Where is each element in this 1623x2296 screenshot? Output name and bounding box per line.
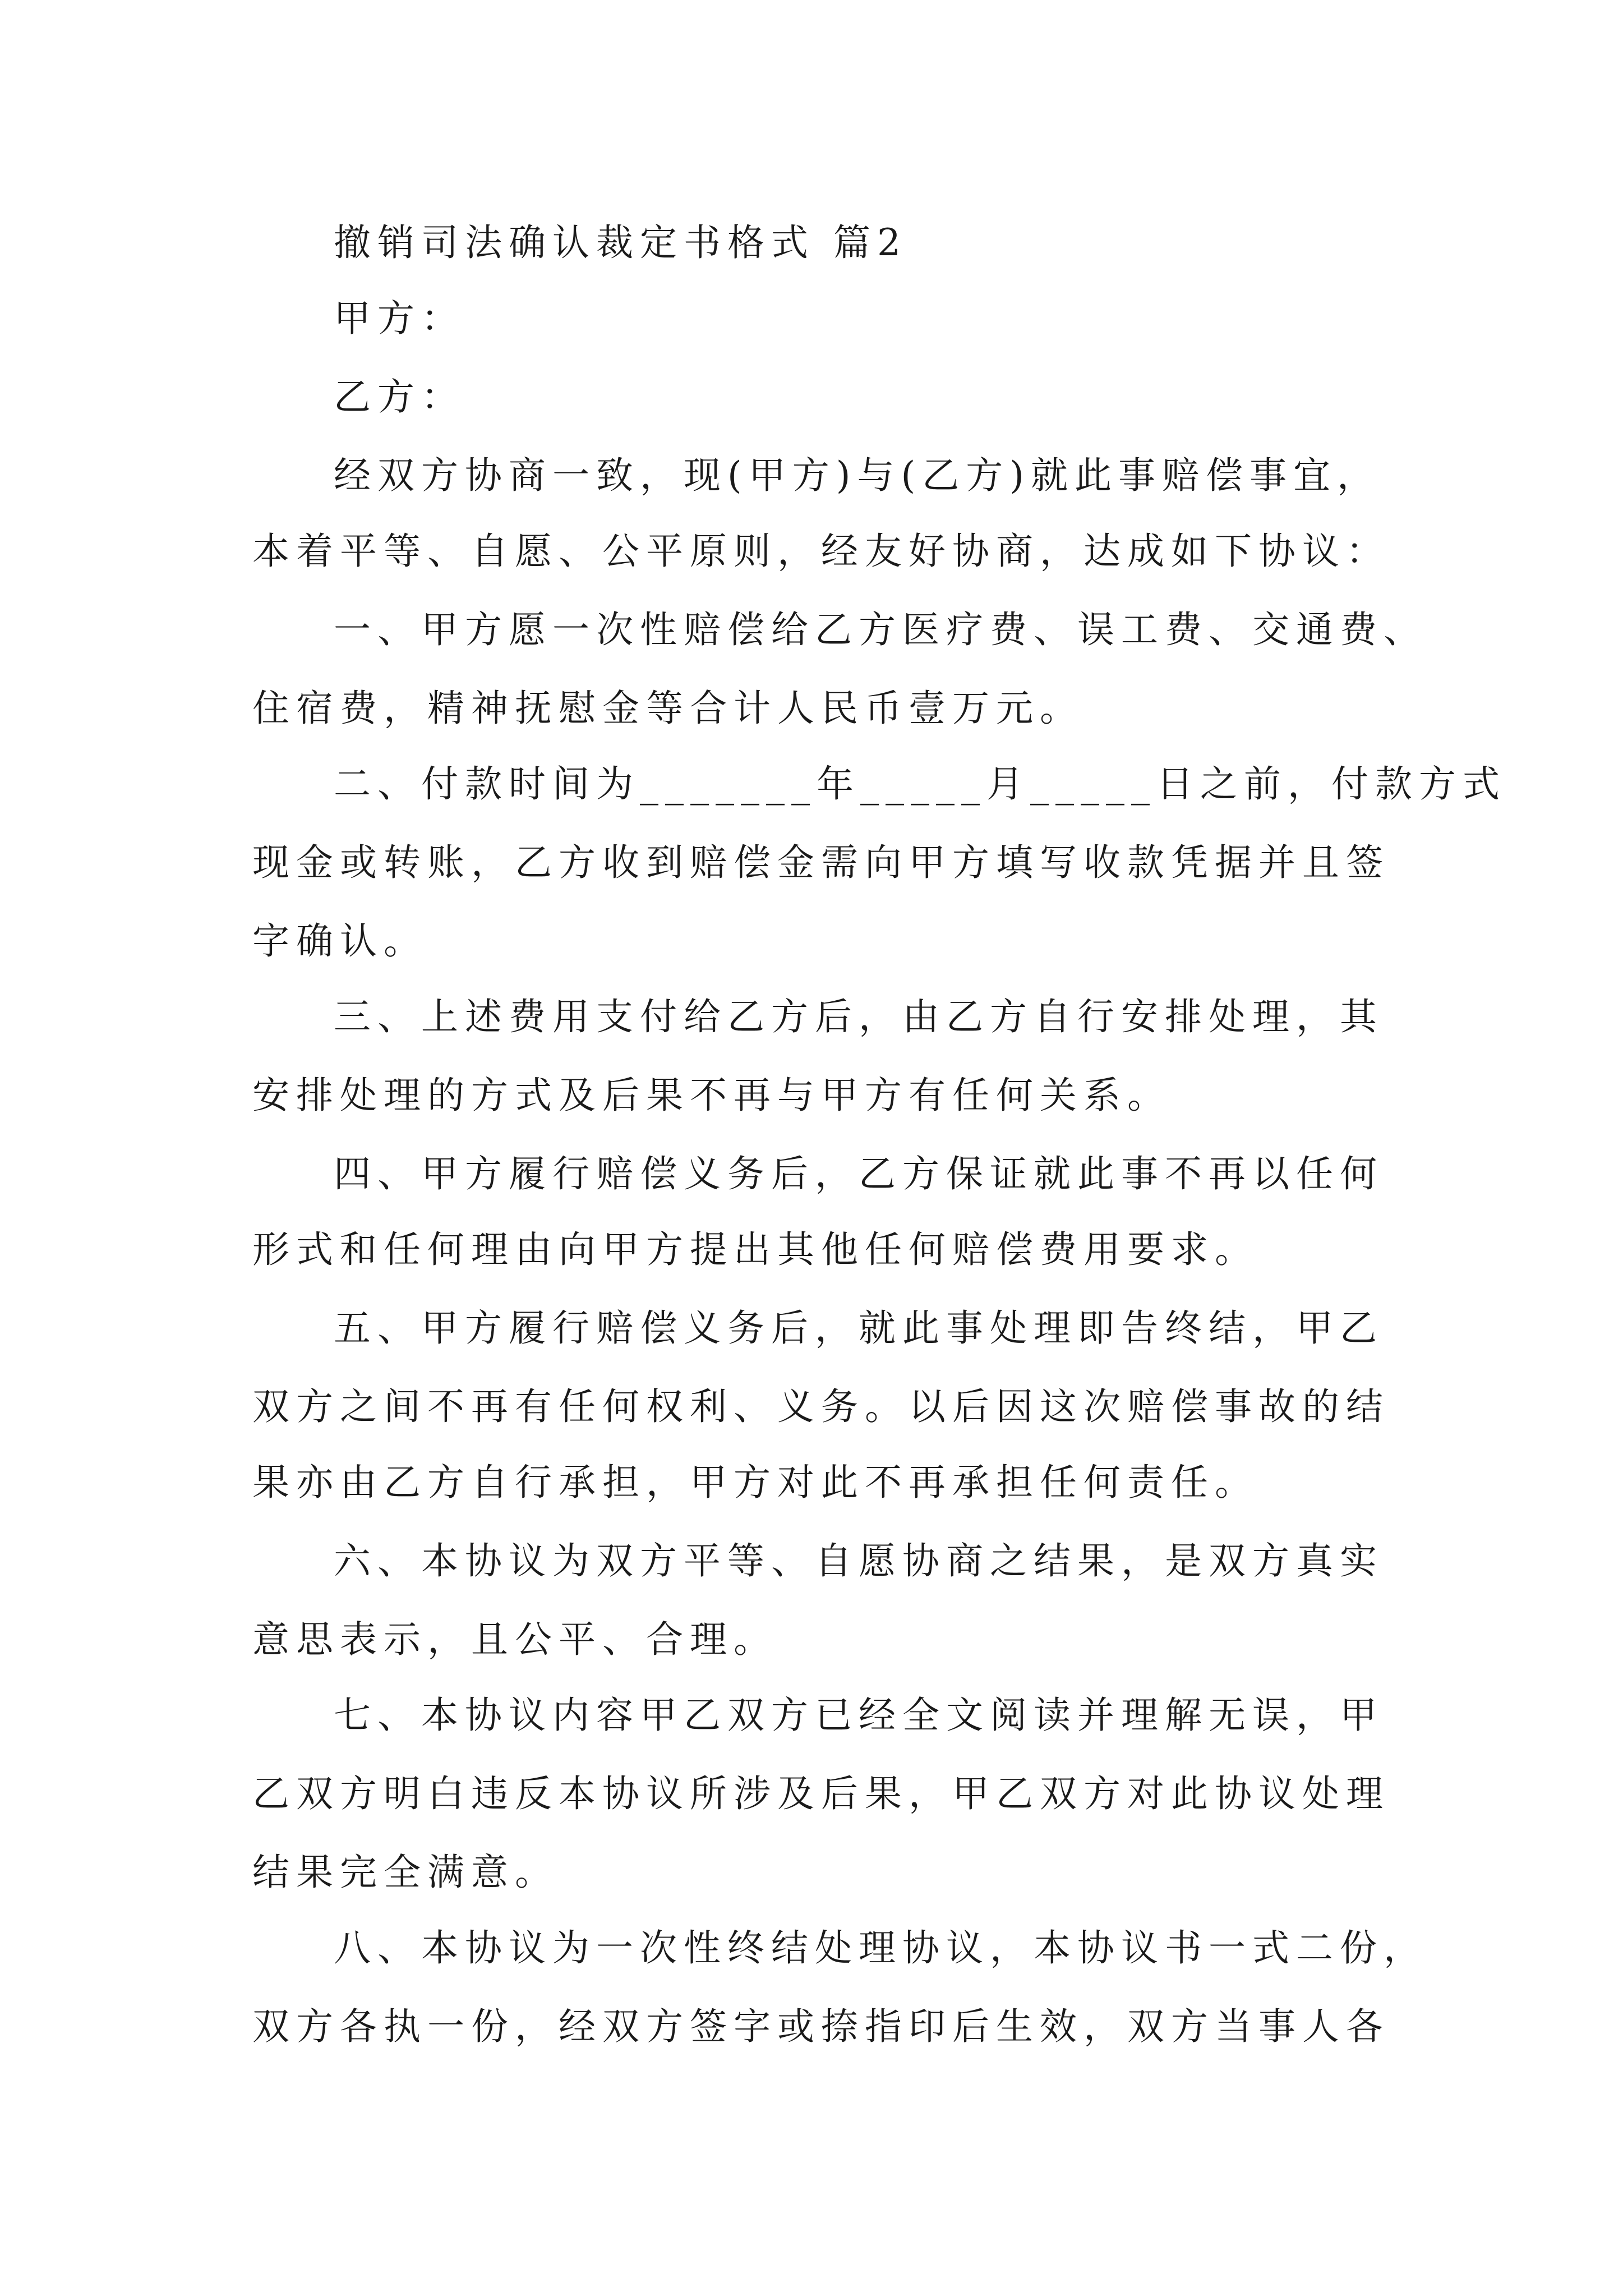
paragraph-line: 双方之间不再有任何权利、义务。以后因这次赔偿事故的结 — [252, 1385, 1390, 1428]
paragraph-line: 现金或转账，乙方收到赔偿金需向甲方填写收款凭据并且签 — [252, 841, 1390, 884]
paragraph-line: 经双方协商一致，现(甲方)与(乙方)就此事赔偿事宜， — [334, 454, 1381, 497]
paragraph-line: 二、付款时间为_______年_____月_____日之前，付款方式 — [334, 762, 1506, 806]
paragraph-line: 六、本协议为双方平等、自愿协商之结果，是双方真实 — [334, 1539, 1384, 1582]
paragraph-line: 住宿费，精神抚慰金等合计人民币壹万元。 — [252, 687, 1083, 730]
paragraph-line: 安排处理的方式及后果不再与甲方有任何关系。 — [252, 1074, 1171, 1117]
paragraph-line: 五、甲方履行赔偿义务后，就此事处理即告终结，甲乙 — [334, 1306, 1384, 1350]
paragraph-line: 意思表示，且公平、合理。 — [252, 1618, 777, 1661]
party-a-line: 甲方： — [334, 297, 465, 340]
paragraph-line: 结果完全满意。 — [252, 1851, 559, 1894]
paragraph-line: 乙双方明白违反本协议所涉及后果，甲乙双方对此协议处理 — [252, 1772, 1390, 1815]
paragraph-line: 字确认。 — [252, 919, 427, 963]
paragraph-line: 果亦由乙方自行承担，甲方对此不再承担任何责任。 — [252, 1461, 1258, 1504]
document-title: 撤销司法确认裁定书格式 篇2 — [334, 221, 907, 264]
paragraph-line: 本着平等、自愿、公平原则，经友好协商，达成如下协议： — [252, 530, 1390, 573]
paragraph-line: 双方各执一份，经双方签字或捺指印后生效，双方当事人各 — [252, 2005, 1390, 2048]
paragraph-line: 四、甲方履行赔偿义务后，乙方保证就此事不再以任何 — [334, 1152, 1384, 1195]
paragraph-line: 七、本协议内容甲乙双方已经全文阅读并理解无误，甲 — [334, 1694, 1384, 1737]
paragraph-line: 形式和任何理由向甲方提出其他任何赔偿费用要求。 — [252, 1228, 1258, 1271]
paragraph-line: 一、甲方愿一次性赔偿给乙方医疗费、误工费、交通费、 — [334, 608, 1427, 651]
paragraph-line: 八、本协议为一次性终结处理协议，本协议书一式二份， — [334, 1926, 1427, 1970]
party-b-line: 乙方： — [334, 375, 465, 418]
paragraph-line: 三、上述费用支付给乙方后，由乙方自行安排处理，其 — [334, 995, 1384, 1038]
